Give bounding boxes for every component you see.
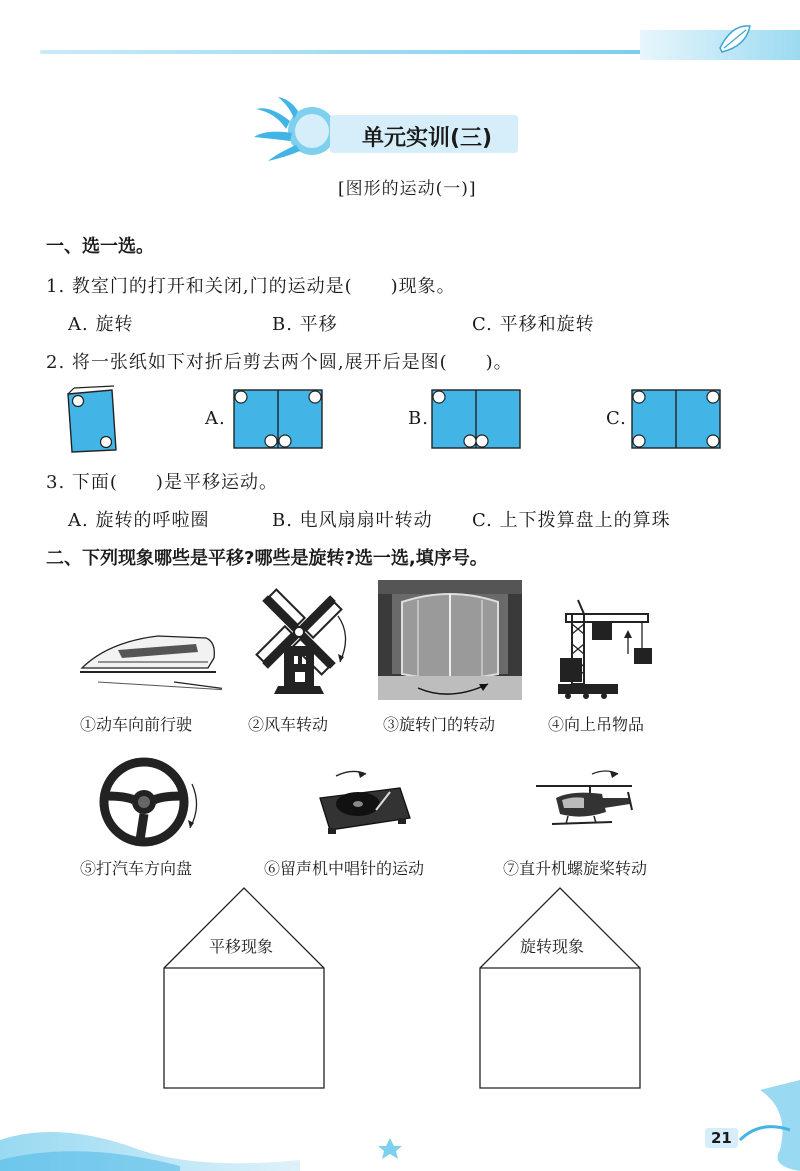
q1-text: 1. 教室门的打开和关闭,门的运动是( )现象。 bbox=[46, 276, 456, 297]
q2-figure-c bbox=[630, 388, 722, 452]
helicopter-icon bbox=[532, 768, 642, 840]
rotation-box-label: 旋转现象 bbox=[520, 937, 585, 956]
item-caption-2: ②风车转动 bbox=[248, 715, 329, 734]
q2-option-a-label: A. bbox=[205, 408, 226, 429]
q2-option-b-label: B. bbox=[408, 408, 429, 429]
q1-option-b: B. 平移 bbox=[272, 314, 338, 335]
folded-paper-figure bbox=[62, 384, 132, 458]
section1-heading: 一、选一选。 bbox=[46, 236, 154, 257]
bottom-wave-decoration bbox=[0, 1080, 800, 1171]
item-caption-3: ③旋转门的转动 bbox=[383, 715, 496, 734]
item-caption-1: ①动车向前行驶 bbox=[80, 715, 193, 734]
q2-option-c-label: C. bbox=[606, 408, 627, 429]
train-icon bbox=[78, 628, 222, 694]
q1-option-c: C. 平移和旋转 bbox=[472, 314, 595, 335]
page-subtitle: [图形的运动(一)] bbox=[338, 179, 477, 199]
q2-text: 2. 将一张纸如下对折后剪去两个圆,展开后是图( )。 bbox=[46, 352, 513, 373]
item-caption-4: ④向上吊物品 bbox=[548, 715, 645, 734]
q1-option-a: A. 旋转 bbox=[68, 314, 134, 335]
header-line bbox=[40, 50, 730, 54]
rotation-box[interactable] bbox=[476, 884, 646, 1094]
page-title: 单元实训(三) bbox=[362, 126, 493, 151]
turntable-icon bbox=[314, 768, 414, 838]
q2-figure-a bbox=[232, 388, 324, 452]
translation-box[interactable] bbox=[160, 884, 330, 1094]
page-number: 21 bbox=[705, 1128, 738, 1148]
item-caption-7: ⑦直升机螺旋桨转动 bbox=[503, 859, 648, 878]
translation-box-label: 平移现象 bbox=[209, 937, 274, 956]
q3-option-c: C. 上下拨算盘上的算珠 bbox=[472, 510, 671, 531]
section2-heading: 二、下列现象哪些是平移?哪些是旋转?选一选,填序号。 bbox=[46, 548, 488, 569]
item-caption-5: ⑤打汽车方向盘 bbox=[80, 859, 193, 878]
q3-text: 3. 下面( )是平移运动。 bbox=[46, 472, 278, 493]
item-caption-6: ⑥留声机中唱针的运动 bbox=[264, 859, 425, 878]
q2-figure-b bbox=[430, 388, 522, 452]
q3-option-b: B. 电风扇扇叶转动 bbox=[272, 510, 433, 531]
crane-icon bbox=[556, 594, 656, 700]
revolving-door-photo bbox=[378, 580, 522, 700]
windmill-icon bbox=[244, 586, 356, 702]
q3-option-a: A. 旋转的呼啦圈 bbox=[68, 510, 210, 531]
leaf-icon bbox=[712, 18, 756, 62]
steering-wheel-icon bbox=[96, 756, 206, 850]
